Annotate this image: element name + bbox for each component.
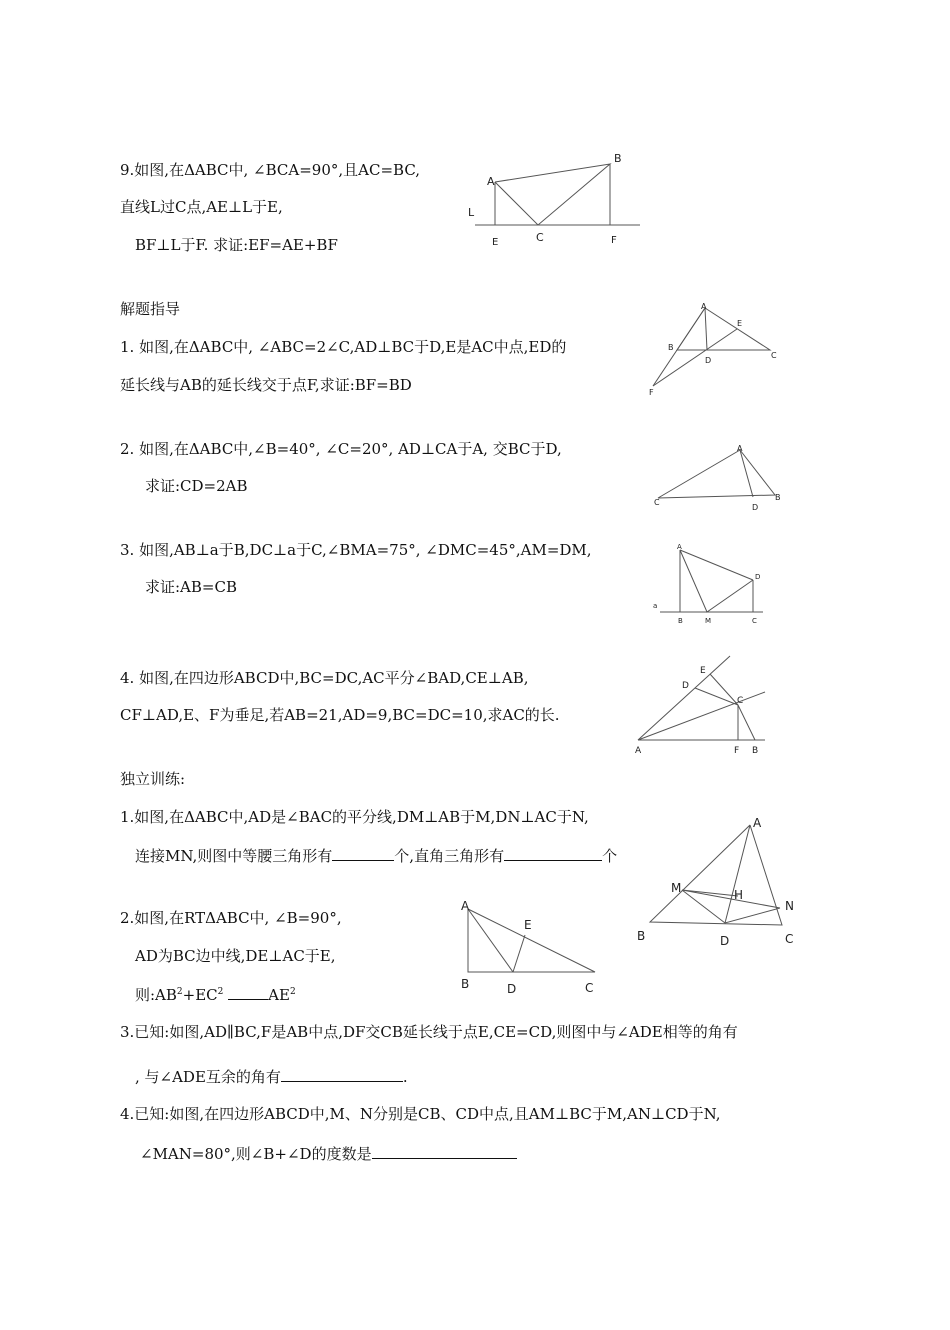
train1-answer-blank-1[interactable]	[332, 846, 394, 861]
t2-label-d: D	[507, 982, 517, 996]
guide3-line1: 3. 如图,AB⊥a于B,DC⊥a于C,∠BMA=75°, ∠DMC=45°,AM=DM,	[120, 541, 592, 559]
g1-label-b: B	[668, 343, 674, 352]
g2-label-c: C	[654, 498, 660, 507]
t2-label-c: C	[585, 981, 594, 995]
g3-label-m: M	[705, 617, 712, 625]
train1-answer-blank-2[interactable]	[504, 846, 602, 861]
train1-line1: 1.如图,在ΔABC中,AD是∠BAC的平分线,DM⊥AB于M,DN⊥AC于N,	[120, 808, 589, 826]
train2-sup-2: 2	[217, 987, 224, 997]
train2-line2: AD为BC边中线,DE⊥AC于E,	[135, 947, 336, 965]
p9-label-f: F	[611, 235, 617, 246]
g4-label-d: D	[682, 681, 689, 691]
train3-line1: 3.已知:如图,AD∥BC,F是AB中点,DF交CB延长线于点E,CE=CD,则图中与∠ADE相等的角有	[120, 1023, 738, 1041]
train2-figure	[455, 895, 610, 995]
g1-label-f: F	[649, 388, 654, 397]
train2-line1: 2.如图,在RTΔABC中, ∠B=90°,	[120, 909, 342, 927]
g1-label-e: E	[737, 319, 743, 328]
train4-text: ∠MAN=80°,则∠B+∠D的度数是	[140, 1145, 372, 1163]
t2-label-b: B	[461, 977, 470, 991]
t1-label-a: A	[753, 816, 762, 830]
g2-label-b: B	[775, 493, 781, 502]
t1-label-n: N	[785, 899, 794, 913]
g3-label-d: D	[755, 573, 761, 581]
p9-label-b: B	[614, 152, 622, 165]
train3-answer-blank[interactable]	[281, 1067, 403, 1082]
t2-label-e: E	[524, 918, 532, 932]
t1-label-d: D	[720, 934, 730, 948]
train2-sup-3: 2	[289, 987, 296, 997]
training-heading: 独立训练:	[120, 770, 186, 788]
g3-label-b: B	[678, 617, 683, 625]
train3-text-b: .	[402, 1068, 408, 1086]
guide1-figure	[645, 300, 785, 400]
train1-text-c: 个	[602, 847, 618, 865]
train2-line3	[135, 985, 296, 1004]
t1-label-c: C	[785, 932, 794, 946]
train1-line2	[135, 846, 617, 865]
train4-line1: 4.已知:如图,在四边形ABCD中,M、N分别是CB、CD中点,且AM⊥BC于M,AN⊥CD于N,	[120, 1105, 721, 1123]
guide3-figure	[650, 540, 770, 630]
p9-line2: 直线L过C点,AE⊥L于E,	[120, 198, 283, 216]
g1-label-c: C	[771, 351, 777, 360]
g4-label-f: F	[734, 746, 740, 756]
guide1-line2: 延长线与AB的延长线交于点F,求证:BF=BD	[120, 376, 412, 394]
g4-label-e: E	[700, 666, 706, 676]
train2-text-a: 则:AB	[135, 986, 177, 1004]
train1-text-b: 个,直角三角形有	[394, 847, 505, 865]
guide-heading: 解题指导	[120, 300, 181, 318]
guide3-line2: 求证:AB=CB	[145, 578, 237, 596]
g4-label-a: A	[635, 746, 642, 756]
train4-line2	[140, 1144, 517, 1163]
train1-text-a: 连接MN,则图中等腰三角形有	[135, 847, 333, 865]
train4-answer-blank[interactable]	[372, 1144, 517, 1159]
guide2-line2: 求证:CD=2AB	[145, 477, 248, 495]
train2-text-c: AE	[268, 986, 290, 1004]
g3-label-line-a: a	[653, 602, 658, 610]
g2-label-d: D	[752, 503, 759, 512]
guide4-line2: CF⊥AD,E、F为垂足,若AB=21,AD=9,BC=DC=10,求AC的长.	[120, 706, 560, 724]
g2-label-a: A	[737, 444, 743, 453]
train2-text-b: +EC	[182, 986, 218, 1004]
p9-label-a: A	[487, 175, 495, 188]
train3-line2	[135, 1067, 408, 1086]
t1-label-m: M	[671, 881, 682, 895]
train3-text-a: , 与∠ADE互余的角有	[135, 1068, 281, 1086]
train2-sup-1: 2	[176, 987, 183, 997]
p9-label-e: E	[492, 237, 499, 248]
train2-answer-blank[interactable]	[228, 985, 268, 1000]
guide2-figure	[650, 440, 790, 515]
t1-label-h: H	[734, 888, 744, 902]
g3-label-c: C	[752, 617, 757, 625]
p9-line1: 9.如图,在ΔABC中, ∠BCA=90°,且AC=BC,	[120, 161, 421, 179]
train1-figure	[630, 810, 805, 955]
guide4-figure	[630, 650, 770, 760]
g4-label-b: B	[752, 746, 759, 756]
p9-figure	[465, 150, 645, 250]
guide2-line1: 2. 如图,在ΔABC中,∠B=40°, ∠C=20°, AD⊥CA于A, 交BC于D,	[120, 440, 562, 458]
t1-label-b: B	[637, 929, 646, 943]
g3-label-a: A	[677, 543, 682, 551]
g1-label-d: D	[705, 356, 712, 365]
p9-label-c: C	[536, 231, 544, 244]
g4-label-c: C	[737, 696, 744, 706]
guide4-line1: 4. 如图,在四边形ABCD中,BC=DC,AC平分∠BAD,CE⊥AB,	[120, 669, 529, 687]
g1-label-a: A	[701, 302, 707, 311]
t2-label-a: A	[461, 899, 470, 913]
p9-label-l: L	[468, 206, 475, 219]
p9-line3: BF⊥L于F. 求证:EF=AE+BF	[135, 236, 338, 254]
guide1-line1: 1. 如图,在ΔABC中, ∠ABC=2∠C,AD⊥BC于D,E是AC中点,ED的	[120, 338, 567, 356]
